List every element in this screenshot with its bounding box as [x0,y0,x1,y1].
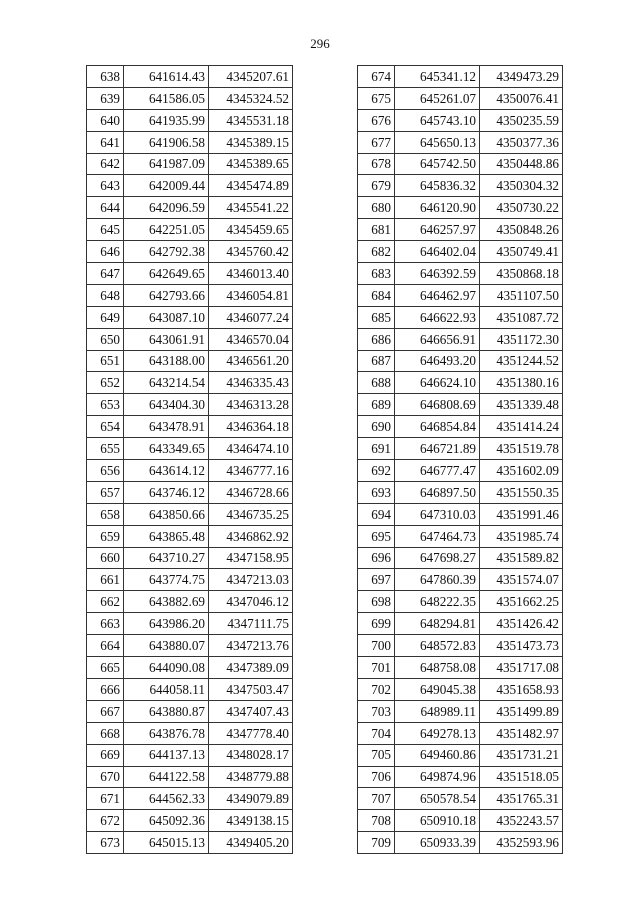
table-row [87,219,293,241]
table-row [358,416,563,438]
table-row [87,678,293,700]
y-coordinate-cell: 4351991.46 [480,503,563,525]
x-coordinate-cell: 646622.93 [395,306,480,328]
y-coordinate-cell: 4350749.41 [480,241,563,263]
table-row [87,153,293,175]
y-coordinate-cell: 4351574.07 [480,569,563,591]
y-coordinate-cell: 4345541.22 [209,197,293,219]
y-coordinate-cell: 4347389.09 [209,657,293,679]
y-coordinate-cell: 4348779.88 [209,766,293,788]
table-row [358,394,563,416]
point-number-cell: 691 [358,438,395,460]
x-coordinate-cell: 643865.48 [124,525,209,547]
table-row [87,744,293,766]
x-coordinate-cell: 644562.33 [124,788,209,810]
y-coordinate-cell: 4347111.75 [209,613,293,635]
x-coordinate-cell: 646493.20 [395,350,480,372]
table-row [87,197,293,219]
table-row [87,438,293,460]
point-number-cell: 642 [87,153,124,175]
y-coordinate-cell: 4351414.24 [480,416,563,438]
x-coordinate-cell: 643876.78 [124,722,209,744]
x-coordinate-cell: 641987.09 [124,153,209,175]
x-coordinate-cell: 642251.05 [124,219,209,241]
x-coordinate-cell: 646721.89 [395,438,480,460]
point-number-cell: 697 [358,569,395,591]
point-number-cell: 639 [87,87,124,109]
table-row [87,284,293,306]
x-coordinate-cell: 646392.59 [395,263,480,285]
point-number-cell: 704 [358,722,395,744]
table-row [87,525,293,547]
table-row [87,394,293,416]
y-coordinate-cell: 4351518.05 [480,766,563,788]
y-coordinate-cell: 4347503.47 [209,678,293,700]
x-coordinate-cell: 645650.13 [395,131,480,153]
table-row [358,350,563,372]
point-number-cell: 702 [358,678,395,700]
x-coordinate-cell: 643188.00 [124,350,209,372]
table-row [358,547,563,569]
table-row [358,219,563,241]
table-row [358,678,563,700]
y-coordinate-cell: 4351473.73 [480,635,563,657]
point-number-cell: 641 [87,131,124,153]
y-coordinate-cell: 4351602.09 [480,460,563,482]
point-number-cell: 651 [87,350,124,372]
y-coordinate-cell: 4347213.03 [209,569,293,591]
table-row [358,197,563,219]
table-row [87,766,293,788]
x-coordinate-cell: 645341.12 [395,66,480,88]
x-coordinate-cell: 643710.27 [124,547,209,569]
table-row [87,131,293,153]
point-number-cell: 662 [87,591,124,613]
y-coordinate-cell: 4350868.18 [480,263,563,285]
point-number-cell: 655 [87,438,124,460]
point-number-cell: 646 [87,241,124,263]
table-row [358,66,563,88]
point-number-cell: 661 [87,569,124,591]
y-coordinate-cell: 4347046.12 [209,591,293,613]
point-number-cell: 648 [87,284,124,306]
point-number-cell: 657 [87,481,124,503]
x-coordinate-cell: 647860.39 [395,569,480,591]
x-coordinate-cell: 643774.75 [124,569,209,591]
x-coordinate-cell: 646656.91 [395,328,480,350]
y-coordinate-cell: 4346728.66 [209,481,293,503]
x-coordinate-cell: 641586.05 [124,87,209,109]
point-number-cell: 699 [358,613,395,635]
table-row [358,810,563,832]
table-row [87,460,293,482]
point-number-cell: 686 [358,328,395,350]
y-coordinate-cell: 4350304.32 [480,175,563,197]
point-number-cell: 663 [87,613,124,635]
coordinates-table-left [86,65,293,854]
table-row [87,635,293,657]
x-coordinate-cell: 642792.38 [124,241,209,263]
table-row [358,241,563,263]
table-row [87,832,293,854]
y-coordinate-cell: 4350235.59 [480,109,563,131]
table-row [87,657,293,679]
y-coordinate-cell: 4351172.30 [480,328,563,350]
table-row [358,131,563,153]
x-coordinate-cell: 643850.66 [124,503,209,525]
table-row [358,438,563,460]
table-row [358,700,563,722]
table-row [87,613,293,635]
y-coordinate-cell: 4352243.57 [480,810,563,832]
point-number-cell: 694 [358,503,395,525]
table-row [358,613,563,635]
y-coordinate-cell: 4351244.52 [480,350,563,372]
y-coordinate-cell: 4347213.76 [209,635,293,657]
x-coordinate-cell: 646462.97 [395,284,480,306]
y-coordinate-cell: 4352593.96 [480,832,563,854]
y-coordinate-cell: 4351499.89 [480,700,563,722]
table-row [358,460,563,482]
x-coordinate-cell: 643087.10 [124,306,209,328]
y-coordinate-cell: 4346570.04 [209,328,293,350]
table-row [358,525,563,547]
y-coordinate-cell: 4350076.41 [480,87,563,109]
x-coordinate-cell: 646257.97 [395,219,480,241]
point-number-cell: 643 [87,175,124,197]
point-number-cell: 638 [87,66,124,88]
y-coordinate-cell: 4346474.10 [209,438,293,460]
point-number-cell: 649 [87,306,124,328]
x-coordinate-cell: 646777.47 [395,460,480,482]
y-coordinate-cell: 4349405.20 [209,832,293,854]
y-coordinate-cell: 4351482.97 [480,722,563,744]
table-row [87,591,293,613]
table-row [87,722,293,744]
table-row [87,416,293,438]
x-coordinate-cell: 648758.08 [395,657,480,679]
y-coordinate-cell: 4347407.43 [209,700,293,722]
point-number-cell: 703 [358,700,395,722]
point-number-cell: 689 [358,394,395,416]
point-number-cell: 684 [358,284,395,306]
y-coordinate-cell: 4350377.36 [480,131,563,153]
x-coordinate-cell: 648294.81 [395,613,480,635]
y-coordinate-cell: 4346735.25 [209,503,293,525]
y-coordinate-cell: 4350448.86 [480,153,563,175]
point-number-cell: 675 [358,87,395,109]
x-coordinate-cell: 642649.65 [124,263,209,285]
x-coordinate-cell: 645092.36 [124,810,209,832]
y-coordinate-cell: 4351107.50 [480,284,563,306]
table-row [87,569,293,591]
table-row [358,372,563,394]
x-coordinate-cell: 641614.43 [124,66,209,88]
point-number-cell: 656 [87,460,124,482]
table-row [87,263,293,285]
point-number-cell: 709 [358,832,395,854]
y-coordinate-cell: 4346561.20 [209,350,293,372]
y-coordinate-cell: 4346313.28 [209,394,293,416]
x-coordinate-cell: 646402.04 [395,241,480,263]
x-coordinate-cell: 642009.44 [124,175,209,197]
point-number-cell: 701 [358,657,395,679]
x-coordinate-cell: 646624.10 [395,372,480,394]
point-number-cell: 674 [358,66,395,88]
point-number-cell: 652 [87,372,124,394]
y-coordinate-cell: 4351985.74 [480,525,563,547]
table-row [358,591,563,613]
x-coordinate-cell: 642096.59 [124,197,209,219]
x-coordinate-cell: 646120.90 [395,197,480,219]
point-number-cell: 677 [358,131,395,153]
x-coordinate-cell: 643349.65 [124,438,209,460]
point-number-cell: 670 [87,766,124,788]
point-number-cell: 693 [358,481,395,503]
coordinates-table-right [357,65,563,854]
x-coordinate-cell: 650578.54 [395,788,480,810]
point-number-cell: 682 [358,241,395,263]
y-coordinate-cell: 4345389.65 [209,153,293,175]
y-coordinate-cell: 4351087.72 [480,306,563,328]
table-row [87,66,293,88]
table-row [358,722,563,744]
table-row [358,109,563,131]
table-row [358,657,563,679]
point-number-cell: 667 [87,700,124,722]
table-row [358,328,563,350]
y-coordinate-cell: 4351339.48 [480,394,563,416]
table-row [358,284,563,306]
table-row [87,810,293,832]
x-coordinate-cell: 644090.08 [124,657,209,679]
point-number-cell: 678 [358,153,395,175]
y-coordinate-cell: 4351717.08 [480,657,563,679]
point-number-cell: 671 [87,788,124,810]
table-row [87,350,293,372]
point-number-cell: 640 [87,109,124,131]
point-number-cell: 647 [87,263,124,285]
point-number-cell: 664 [87,635,124,657]
y-coordinate-cell: 4346013.40 [209,263,293,285]
x-coordinate-cell: 644058.11 [124,678,209,700]
x-coordinate-cell: 646808.69 [395,394,480,416]
point-number-cell: 668 [87,722,124,744]
y-coordinate-cell: 4346862.92 [209,525,293,547]
y-coordinate-cell: 4345389.15 [209,131,293,153]
point-number-cell: 676 [358,109,395,131]
point-number-cell: 665 [87,657,124,679]
x-coordinate-cell: 647464.73 [395,525,480,547]
table-row [358,263,563,285]
table-row [87,241,293,263]
table-row [87,109,293,131]
point-number-cell: 673 [87,832,124,854]
x-coordinate-cell: 647698.27 [395,547,480,569]
table-row [358,635,563,657]
y-coordinate-cell: 4346364.18 [209,416,293,438]
table-row [358,766,563,788]
y-coordinate-cell: 4345324.52 [209,87,293,109]
y-coordinate-cell: 4351662.25 [480,591,563,613]
y-coordinate-cell: 4345474.89 [209,175,293,197]
table-row [87,547,293,569]
x-coordinate-cell: 641906.58 [124,131,209,153]
x-coordinate-cell: 649874.96 [395,766,480,788]
x-coordinate-cell: 643404.30 [124,394,209,416]
y-coordinate-cell: 4347778.40 [209,722,293,744]
point-number-cell: 659 [87,525,124,547]
y-coordinate-cell: 4351731.21 [480,744,563,766]
table-row [87,481,293,503]
y-coordinate-cell: 4345531.18 [209,109,293,131]
point-number-cell: 681 [358,219,395,241]
x-coordinate-cell: 648222.35 [395,591,480,613]
point-number-cell: 696 [358,547,395,569]
x-coordinate-cell: 645261.07 [395,87,480,109]
table-row [87,372,293,394]
point-number-cell: 672 [87,810,124,832]
point-number-cell: 654 [87,416,124,438]
table-row [358,569,563,591]
table-row [358,306,563,328]
y-coordinate-cell: 4351519.78 [480,438,563,460]
point-number-cell: 680 [358,197,395,219]
page-number: 296 [310,36,330,51]
point-number-cell: 650 [87,328,124,350]
x-coordinate-cell: 645742.50 [395,153,480,175]
point-number-cell: 666 [87,678,124,700]
table-row [358,788,563,810]
table-row [87,87,293,109]
point-number-cell: 708 [358,810,395,832]
x-coordinate-cell: 643214.54 [124,372,209,394]
table-row [87,328,293,350]
point-number-cell: 658 [87,503,124,525]
x-coordinate-cell: 645743.10 [395,109,480,131]
x-coordinate-cell: 645015.13 [124,832,209,854]
table-row [358,481,563,503]
point-number-cell: 645 [87,219,124,241]
x-coordinate-cell: 649460.86 [395,744,480,766]
x-coordinate-cell: 641935.99 [124,109,209,131]
point-number-cell: 690 [358,416,395,438]
y-coordinate-cell: 4349473.29 [480,66,563,88]
y-coordinate-cell: 4351589.82 [480,547,563,569]
x-coordinate-cell: 643882.69 [124,591,209,613]
point-number-cell: 683 [358,263,395,285]
x-coordinate-cell: 646854.84 [395,416,480,438]
point-number-cell: 688 [358,372,395,394]
y-coordinate-cell: 4351765.31 [480,788,563,810]
x-coordinate-cell: 643986.20 [124,613,209,635]
point-number-cell: 700 [358,635,395,657]
point-number-cell: 669 [87,744,124,766]
point-number-cell: 653 [87,394,124,416]
y-coordinate-cell: 4346054.81 [209,284,293,306]
table-row [87,306,293,328]
y-coordinate-cell: 4348028.17 [209,744,293,766]
x-coordinate-cell: 649045.38 [395,678,480,700]
table-row [87,788,293,810]
y-coordinate-cell: 4351426.42 [480,613,563,635]
x-coordinate-cell: 648989.11 [395,700,480,722]
point-number-cell: 692 [358,460,395,482]
point-number-cell: 706 [358,766,395,788]
point-number-cell: 679 [358,175,395,197]
x-coordinate-cell: 648572.83 [395,635,480,657]
y-coordinate-cell: 4346077.24 [209,306,293,328]
table-row [358,832,563,854]
y-coordinate-cell: 4349138.15 [209,810,293,832]
point-number-cell: 685 [358,306,395,328]
x-coordinate-cell: 643880.07 [124,635,209,657]
x-coordinate-cell: 643061.91 [124,328,209,350]
x-coordinate-cell: 642793.66 [124,284,209,306]
y-coordinate-cell: 4346777.16 [209,460,293,482]
y-coordinate-cell: 4345760.42 [209,241,293,263]
y-coordinate-cell: 4345207.61 [209,66,293,88]
table-row [87,700,293,722]
table-row [358,503,563,525]
x-coordinate-cell: 650933.39 [395,832,480,854]
point-number-cell: 695 [358,525,395,547]
x-coordinate-cell: 646897.50 [395,481,480,503]
table-row [358,87,563,109]
x-coordinate-cell: 643614.12 [124,460,209,482]
y-coordinate-cell: 4351380.16 [480,372,563,394]
table-row [358,175,563,197]
x-coordinate-cell: 643478.91 [124,416,209,438]
y-coordinate-cell: 4351550.35 [480,481,563,503]
x-coordinate-cell: 647310.03 [395,503,480,525]
y-coordinate-cell: 4347158.95 [209,547,293,569]
y-coordinate-cell: 4345459.65 [209,219,293,241]
table-row [358,744,563,766]
x-coordinate-cell: 650910.18 [395,810,480,832]
x-coordinate-cell: 649278.13 [395,722,480,744]
y-coordinate-cell: 4349079.89 [209,788,293,810]
table-row [358,153,563,175]
y-coordinate-cell: 4350848.26 [480,219,563,241]
point-number-cell: 644 [87,197,124,219]
y-coordinate-cell: 4346335.43 [209,372,293,394]
table-row [87,175,293,197]
point-number-cell: 705 [358,744,395,766]
x-coordinate-cell: 644137.13 [124,744,209,766]
point-number-cell: 698 [358,591,395,613]
x-coordinate-cell: 645836.32 [395,175,480,197]
y-coordinate-cell: 4351658.93 [480,678,563,700]
table-row [87,503,293,525]
x-coordinate-cell: 643746.12 [124,481,209,503]
point-number-cell: 707 [358,788,395,810]
point-number-cell: 687 [358,350,395,372]
point-number-cell: 660 [87,547,124,569]
x-coordinate-cell: 643880.87 [124,700,209,722]
x-coordinate-cell: 644122.58 [124,766,209,788]
y-coordinate-cell: 4350730.22 [480,197,563,219]
